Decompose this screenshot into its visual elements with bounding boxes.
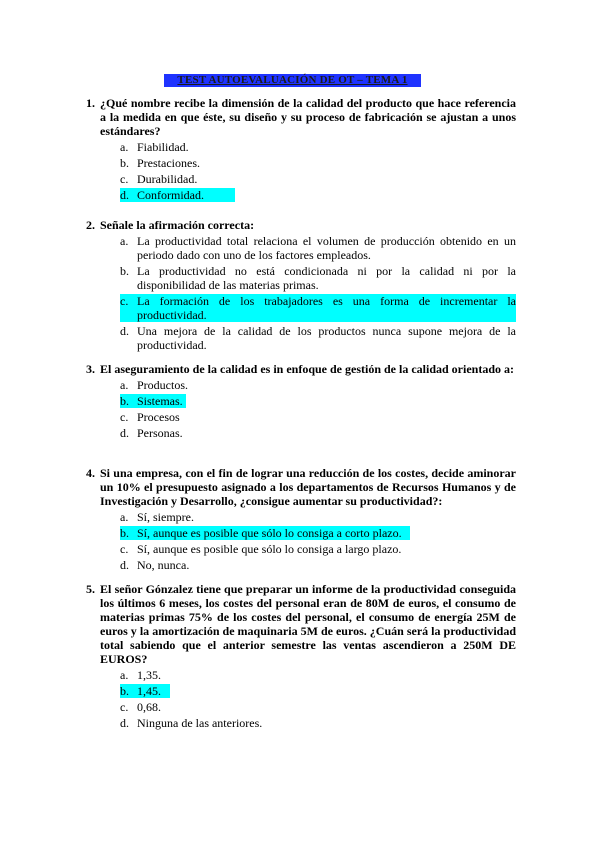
option-c: c. Durabilidad. bbox=[120, 172, 198, 186]
option-a: a. Productos. bbox=[120, 378, 188, 392]
question-5 bbox=[86, 582, 516, 732]
option-a: a. 1,35. bbox=[120, 668, 161, 682]
option-b: b. La productividad no está condicionada ni por la calidad ni por la disponibilidad de las materias primas. bbox=[120, 264, 516, 292]
question-text: Si una empresa, con el fin de lograr una reducción de los costes, decide aminorar un 10% el presupuesto asignado a los departamentos de Recursos Humanos y de Investigación y Desarrollo, ¿consigue aumentar su productividad?: bbox=[100, 466, 516, 508]
question-number: 4. bbox=[86, 466, 95, 480]
option-b-correct: b. 1,45. bbox=[120, 684, 170, 698]
option-b-correct: b. Sistemas. bbox=[120, 394, 186, 408]
question-4 bbox=[86, 466, 516, 574]
question-number: 1. bbox=[86, 96, 95, 110]
option-b: b. Prestaciones. bbox=[120, 156, 200, 170]
question-number: 5. bbox=[86, 582, 95, 596]
question-1 bbox=[86, 96, 516, 204]
option-c: c. Sí, aunque es posible que sólo lo consiga a largo plazo. bbox=[120, 542, 402, 556]
option-d: d. Una mejora de la calidad de los productos nunca supone mejora de la productividad. bbox=[120, 324, 516, 352]
page-title: TEST AUTOEVALUACIÓN DE OT – TEMA 1 bbox=[164, 74, 421, 87]
question-number: 3. bbox=[86, 362, 95, 376]
option-a: a. Fiabilidad. bbox=[120, 140, 189, 154]
option-d: d. Personas. bbox=[120, 426, 183, 440]
option-d: d. Ninguna de las anteriores. bbox=[120, 716, 263, 730]
question-2 bbox=[86, 218, 516, 354]
question-3 bbox=[86, 362, 516, 442]
option-b-correct: b. Sí, aunque es posible que sólo lo consiga a corto plazo. bbox=[120, 526, 410, 540]
option-c: c. 0,68. bbox=[120, 700, 161, 714]
question-text: Señale la afirmación correcta: bbox=[100, 218, 255, 232]
option-c: c. Procesos bbox=[120, 410, 180, 424]
option-d-correct: d. Conformidad. bbox=[120, 188, 235, 202]
option-d: d. No, nunca. bbox=[120, 558, 190, 572]
question-text: El aseguramiento de la calidad es in enfoque de gestión de la calidad orientado a: bbox=[100, 362, 515, 376]
option-a: a. Sí, siempre. bbox=[120, 510, 194, 524]
question-text: El señor Gónzalez tiene que preparar un informe de la productividad conseguida los últimos 6 meses, los costes del personal eran de 80M de euros, el consumo de materias primas 75% de los costes del personal, el consumo de energía 25M de euros y la amortización de maquinaria 5M de euros. ¿Cuán será la productividad total sabiendo que el anterior semestre las ventas ascendieron a 250M DE EUROS? bbox=[100, 582, 516, 666]
option-a: a. La productividad total relaciona el volumen de producción obtenido en un periodo dado con uno de los factores empleados. bbox=[120, 234, 516, 262]
question-number: 2. bbox=[86, 218, 95, 232]
option-c-correct: c. La formación de los trabajadores es una forma de incrementar la productividad. bbox=[120, 294, 516, 322]
question-text: ¿Qué nombre recibe la dimensión de la calidad del producto que hace referencia a la medida en que éste, su diseño y su proceso de fabricación se ajustan a unos estándares? bbox=[100, 96, 516, 138]
